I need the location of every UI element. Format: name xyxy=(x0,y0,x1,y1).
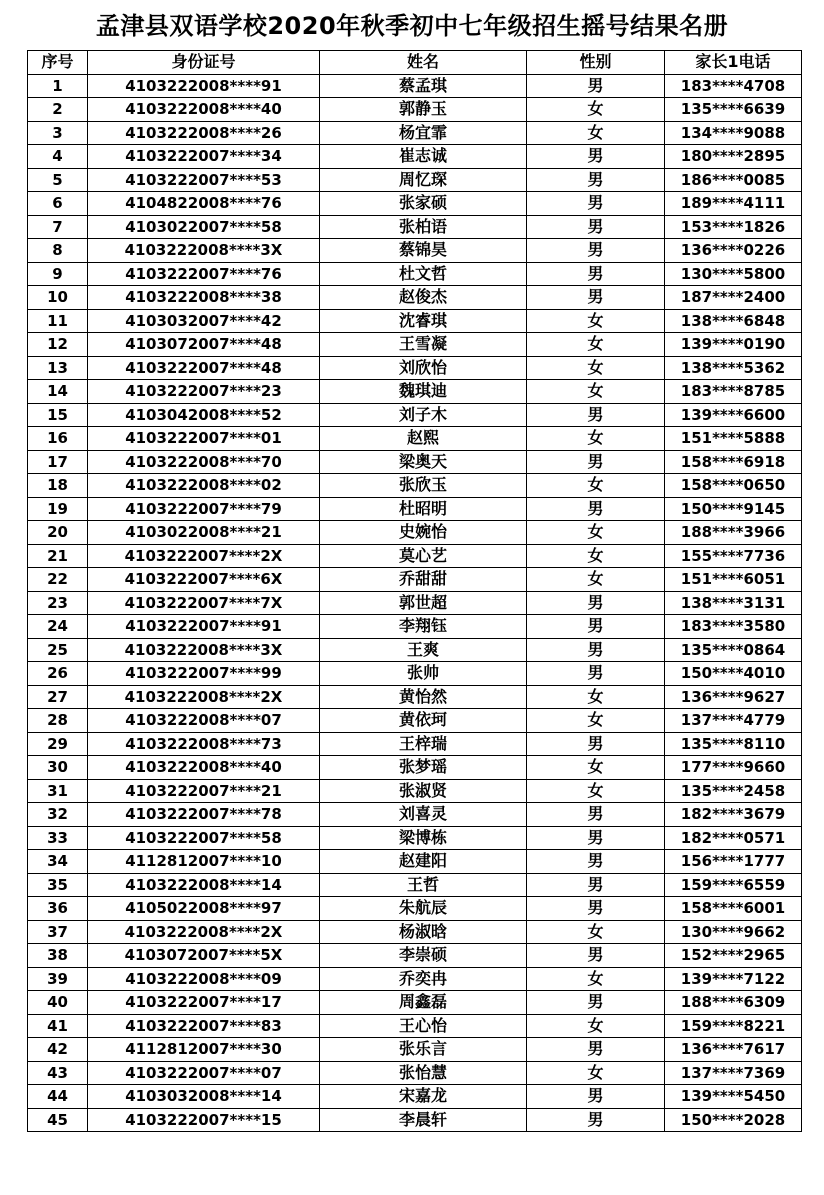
table-row xyxy=(28,192,802,216)
cell-parent-phone: 155****7736 xyxy=(665,544,802,568)
cell-index: 20 xyxy=(28,521,88,545)
cell-gender: 女 xyxy=(527,521,665,545)
cell-id-number: 4103222008****09 xyxy=(88,967,320,991)
cell-index: 29 xyxy=(28,732,88,756)
cell-index: 30 xyxy=(28,756,88,780)
cell-gender: 男 xyxy=(527,403,665,427)
cell-name: 周鑫磊 xyxy=(320,991,527,1015)
cell-name: 杨淑晗 xyxy=(320,920,527,944)
cell-id-number: 4103222008****40 xyxy=(88,98,320,122)
cell-gender: 女 xyxy=(527,474,665,498)
cell-name: 崔志诚 xyxy=(320,145,527,169)
cell-id-number: 4103222007****2X xyxy=(88,544,320,568)
cell-index: 27 xyxy=(28,685,88,709)
cell-name: 王梓瑞 xyxy=(320,732,527,756)
cell-gender: 男 xyxy=(527,168,665,192)
cell-parent-phone: 136****9627 xyxy=(665,685,802,709)
cell-name: 杜昭明 xyxy=(320,497,527,521)
cell-index: 1 xyxy=(28,74,88,98)
cell-name: 宋嘉龙 xyxy=(320,1085,527,1109)
table-row xyxy=(28,427,802,451)
cell-index: 18 xyxy=(28,474,88,498)
table-row xyxy=(28,356,802,380)
cell-name: 杨宜霏 xyxy=(320,121,527,145)
cell-id-number: 4103222007****79 xyxy=(88,497,320,521)
cell-id-number: 4103222007****34 xyxy=(88,145,320,169)
cell-index: 7 xyxy=(28,215,88,239)
cell-name: 郭世超 xyxy=(320,591,527,615)
table-row xyxy=(28,1085,802,1109)
cell-parent-phone: 159****8221 xyxy=(665,1014,802,1038)
cell-name: 史婉怡 xyxy=(320,521,527,545)
table-row xyxy=(28,638,802,662)
cell-gender: 男 xyxy=(527,615,665,639)
table-row xyxy=(28,615,802,639)
table-row xyxy=(28,1061,802,1085)
cell-gender: 男 xyxy=(527,991,665,1015)
cell-gender: 男 xyxy=(527,897,665,921)
cell-gender: 女 xyxy=(527,121,665,145)
cell-parent-phone: 189****4111 xyxy=(665,192,802,216)
cell-id-number: 4103222007****76 xyxy=(88,262,320,286)
cell-gender: 女 xyxy=(527,333,665,357)
cell-gender: 女 xyxy=(527,356,665,380)
table-row xyxy=(28,779,802,803)
cell-name: 李晨轩 xyxy=(320,1108,527,1132)
cell-id-number: 4105022008****97 xyxy=(88,897,320,921)
cell-index: 6 xyxy=(28,192,88,216)
cell-name: 周忆琛 xyxy=(320,168,527,192)
cell-gender: 男 xyxy=(527,662,665,686)
cell-gender: 男 xyxy=(527,1108,665,1132)
cell-id-number: 4103222008****07 xyxy=(88,709,320,733)
table-row xyxy=(28,215,802,239)
cell-parent-phone: 139****7122 xyxy=(665,967,802,991)
table-header-row xyxy=(28,51,802,75)
cell-index: 17 xyxy=(28,450,88,474)
cell-id-number: 4103222007****6X xyxy=(88,568,320,592)
cell-name: 刘子木 xyxy=(320,403,527,427)
cell-parent-phone: 134****9088 xyxy=(665,121,802,145)
cell-parent-phone: 150****4010 xyxy=(665,662,802,686)
cell-id-number: 4103222007****01 xyxy=(88,427,320,451)
table-row xyxy=(28,591,802,615)
table-row xyxy=(28,333,802,357)
header-index: 序号 xyxy=(28,51,88,75)
table-row xyxy=(28,121,802,145)
cell-parent-phone: 150****9145 xyxy=(665,497,802,521)
table-row xyxy=(28,756,802,780)
cell-id-number: 4103222007****99 xyxy=(88,662,320,686)
header-parent-phone: 家长1电话 xyxy=(665,51,802,75)
cell-gender: 男 xyxy=(527,732,665,756)
cell-name: 张帅 xyxy=(320,662,527,686)
cell-id-number: 4103222007****17 xyxy=(88,991,320,1015)
cell-index: 9 xyxy=(28,262,88,286)
cell-name: 魏琪迪 xyxy=(320,380,527,404)
table-row xyxy=(28,74,802,98)
cell-parent-phone: 137****4779 xyxy=(665,709,802,733)
table-row xyxy=(28,403,802,427)
cell-parent-phone: 151****5888 xyxy=(665,427,802,451)
cell-name: 张梦瑶 xyxy=(320,756,527,780)
cell-index: 45 xyxy=(28,1108,88,1132)
cell-id-number: 4103222007****48 xyxy=(88,356,320,380)
cell-index: 33 xyxy=(28,826,88,850)
table-row xyxy=(28,262,802,286)
cell-parent-phone: 150****2028 xyxy=(665,1108,802,1132)
cell-index: 24 xyxy=(28,615,88,639)
cell-gender: 男 xyxy=(527,74,665,98)
cell-name: 张淑贤 xyxy=(320,779,527,803)
cell-gender: 女 xyxy=(527,544,665,568)
cell-gender: 女 xyxy=(527,1061,665,1085)
cell-id-number: 4103222007****78 xyxy=(88,803,320,827)
cell-index: 16 xyxy=(28,427,88,451)
cell-index: 26 xyxy=(28,662,88,686)
cell-gender: 女 xyxy=(527,756,665,780)
cell-gender: 女 xyxy=(527,779,665,803)
cell-id-number: 4112812007****10 xyxy=(88,850,320,874)
table-row xyxy=(28,732,802,756)
cell-parent-phone: 156****1777 xyxy=(665,850,802,874)
cell-id-number: 4103222008****3X xyxy=(88,239,320,263)
cell-parent-phone: 151****6051 xyxy=(665,568,802,592)
table-row xyxy=(28,826,802,850)
table-row xyxy=(28,239,802,263)
cell-id-number: 4112812007****30 xyxy=(88,1038,320,1062)
cell-parent-phone: 138****6848 xyxy=(665,309,802,333)
cell-id-number: 4103222008****38 xyxy=(88,286,320,310)
cell-gender: 男 xyxy=(527,1085,665,1109)
cell-gender: 女 xyxy=(527,1014,665,1038)
cell-index: 15 xyxy=(28,403,88,427)
cell-name: 李翔钰 xyxy=(320,615,527,639)
cell-index: 42 xyxy=(28,1038,88,1062)
cell-parent-phone: 136****0226 xyxy=(665,239,802,263)
cell-index: 35 xyxy=(28,873,88,897)
table-row xyxy=(28,967,802,991)
cell-name: 梁奥天 xyxy=(320,450,527,474)
cell-parent-phone: 139****5450 xyxy=(665,1085,802,1109)
cell-index: 5 xyxy=(28,168,88,192)
cell-parent-phone: 159****6559 xyxy=(665,873,802,897)
cell-parent-phone: 136****7617 xyxy=(665,1038,802,1062)
cell-index: 34 xyxy=(28,850,88,874)
cell-parent-phone: 182****3679 xyxy=(665,803,802,827)
table-row xyxy=(28,145,802,169)
cell-id-number: 4103222008****70 xyxy=(88,450,320,474)
cell-parent-phone: 135****6639 xyxy=(665,98,802,122)
cell-name: 赵俊杰 xyxy=(320,286,527,310)
table-row xyxy=(28,168,802,192)
table-row xyxy=(28,497,802,521)
cell-parent-phone: 158****0650 xyxy=(665,474,802,498)
cell-name: 梁博栋 xyxy=(320,826,527,850)
cell-index: 14 xyxy=(28,380,88,404)
cell-gender: 女 xyxy=(527,568,665,592)
cell-gender: 男 xyxy=(527,944,665,968)
table-row xyxy=(28,991,802,1015)
cell-index: 4 xyxy=(28,145,88,169)
table-row xyxy=(28,1038,802,1062)
cell-id-number: 4103222008****91 xyxy=(88,74,320,98)
cell-index: 13 xyxy=(28,356,88,380)
cell-id-number: 4103032008****14 xyxy=(88,1085,320,1109)
table-row xyxy=(28,474,802,498)
cell-name: 赵熙 xyxy=(320,427,527,451)
cell-index: 11 xyxy=(28,309,88,333)
table-row xyxy=(28,685,802,709)
cell-gender: 男 xyxy=(527,638,665,662)
cell-gender: 女 xyxy=(527,427,665,451)
cell-parent-phone: 135****2458 xyxy=(665,779,802,803)
cell-name: 莫心艺 xyxy=(320,544,527,568)
cell-index: 22 xyxy=(28,568,88,592)
cell-gender: 女 xyxy=(527,709,665,733)
cell-name: 王雪凝 xyxy=(320,333,527,357)
enrollment-table xyxy=(27,50,802,1132)
cell-id-number: 4103032007****42 xyxy=(88,309,320,333)
cell-id-number: 4104822008****76 xyxy=(88,192,320,216)
cell-index: 37 xyxy=(28,920,88,944)
table-row xyxy=(28,568,802,592)
cell-name: 王心怡 xyxy=(320,1014,527,1038)
cell-gender: 男 xyxy=(527,262,665,286)
table-row xyxy=(28,380,802,404)
table-row xyxy=(28,662,802,686)
cell-parent-phone: 183****4708 xyxy=(665,74,802,98)
cell-id-number: 4103022007****58 xyxy=(88,215,320,239)
cell-parent-phone: 158****6918 xyxy=(665,450,802,474)
cell-parent-phone: 158****6001 xyxy=(665,897,802,921)
cell-index: 38 xyxy=(28,944,88,968)
table-row xyxy=(28,873,802,897)
cell-gender: 女 xyxy=(527,967,665,991)
cell-parent-phone: 183****3580 xyxy=(665,615,802,639)
table-row xyxy=(28,544,802,568)
cell-id-number: 4103222007****23 xyxy=(88,380,320,404)
cell-gender: 男 xyxy=(527,826,665,850)
cell-parent-phone: 187****2400 xyxy=(665,286,802,310)
cell-index: 23 xyxy=(28,591,88,615)
cell-name: 张怡慧 xyxy=(320,1061,527,1085)
cell-name: 蔡锦昊 xyxy=(320,239,527,263)
cell-name: 蔡孟琪 xyxy=(320,74,527,98)
cell-parent-phone: 135****0864 xyxy=(665,638,802,662)
cell-parent-phone: 186****0085 xyxy=(665,168,802,192)
cell-name: 黄怡然 xyxy=(320,685,527,709)
cell-name: 张乐言 xyxy=(320,1038,527,1062)
cell-id-number: 4103222007****7X xyxy=(88,591,320,615)
cell-gender: 男 xyxy=(527,192,665,216)
cell-index: 43 xyxy=(28,1061,88,1085)
cell-id-number: 4103022008****21 xyxy=(88,521,320,545)
cell-parent-phone: 138****3131 xyxy=(665,591,802,615)
cell-parent-phone: 130****5800 xyxy=(665,262,802,286)
cell-gender: 男 xyxy=(527,1038,665,1062)
cell-name: 沈睿琪 xyxy=(320,309,527,333)
cell-gender: 女 xyxy=(527,920,665,944)
cell-name: 李崇硕 xyxy=(320,944,527,968)
cell-id-number: 4103222007****21 xyxy=(88,779,320,803)
cell-name: 王爽 xyxy=(320,638,527,662)
cell-index: 39 xyxy=(28,967,88,991)
table-row xyxy=(28,850,802,874)
cell-id-number: 4103072007****5X xyxy=(88,944,320,968)
table-row xyxy=(28,450,802,474)
cell-index: 28 xyxy=(28,709,88,733)
cell-gender: 男 xyxy=(527,145,665,169)
cell-index: 36 xyxy=(28,897,88,921)
cell-id-number: 4103222008****2X xyxy=(88,685,320,709)
cell-index: 40 xyxy=(28,991,88,1015)
cell-name: 乔奕冉 xyxy=(320,967,527,991)
table-row xyxy=(28,897,802,921)
cell-name: 刘欣怡 xyxy=(320,356,527,380)
table-row xyxy=(28,1108,802,1132)
cell-parent-phone: 188****3966 xyxy=(665,521,802,545)
cell-name: 张柏语 xyxy=(320,215,527,239)
table-row xyxy=(28,309,802,333)
cell-index: 2 xyxy=(28,98,88,122)
cell-parent-phone: 135****8110 xyxy=(665,732,802,756)
cell-id-number: 4103222007****07 xyxy=(88,1061,320,1085)
cell-id-number: 4103072007****48 xyxy=(88,333,320,357)
cell-parent-phone: 152****2965 xyxy=(665,944,802,968)
header-name: 姓名 xyxy=(320,51,527,75)
cell-id-number: 4103222008****14 xyxy=(88,873,320,897)
cell-gender: 男 xyxy=(527,850,665,874)
cell-gender: 女 xyxy=(527,309,665,333)
cell-parent-phone: 153****1826 xyxy=(665,215,802,239)
cell-name: 朱航辰 xyxy=(320,897,527,921)
cell-index: 8 xyxy=(28,239,88,263)
table-row xyxy=(28,803,802,827)
cell-id-number: 4103222007****83 xyxy=(88,1014,320,1038)
cell-index: 19 xyxy=(28,497,88,521)
cell-parent-phone: 188****6309 xyxy=(665,991,802,1015)
cell-id-number: 4103222008****40 xyxy=(88,756,320,780)
cell-gender: 女 xyxy=(527,98,665,122)
cell-gender: 男 xyxy=(527,239,665,263)
cell-index: 12 xyxy=(28,333,88,357)
table-row xyxy=(28,709,802,733)
cell-id-number: 4103222007****91 xyxy=(88,615,320,639)
cell-index: 3 xyxy=(28,121,88,145)
cell-id-number: 4103222008****73 xyxy=(88,732,320,756)
header-id-number: 身份证号 xyxy=(88,51,320,75)
cell-name: 王哲 xyxy=(320,873,527,897)
document-title: 孟津县双语学校2020年秋季初中七年级招生摇号结果名册 xyxy=(95,12,729,40)
cell-id-number: 4103222007****15 xyxy=(88,1108,320,1132)
cell-id-number: 4103222008****2X xyxy=(88,920,320,944)
cell-parent-phone: 139****6600 xyxy=(665,403,802,427)
cell-name: 刘喜灵 xyxy=(320,803,527,827)
cell-gender: 男 xyxy=(527,286,665,310)
cell-index: 44 xyxy=(28,1085,88,1109)
cell-name: 张家硕 xyxy=(320,192,527,216)
cell-parent-phone: 139****0190 xyxy=(665,333,802,357)
table-row xyxy=(28,98,802,122)
cell-index: 41 xyxy=(28,1014,88,1038)
cell-parent-phone: 183****8785 xyxy=(665,380,802,404)
cell-id-number: 4103222007****53 xyxy=(88,168,320,192)
cell-parent-phone: 182****0571 xyxy=(665,826,802,850)
cell-name: 黄依珂 xyxy=(320,709,527,733)
cell-parent-phone: 130****9662 xyxy=(665,920,802,944)
table-row xyxy=(28,286,802,310)
cell-name: 赵建阳 xyxy=(320,850,527,874)
cell-parent-phone: 138****5362 xyxy=(665,356,802,380)
cell-index: 10 xyxy=(28,286,88,310)
cell-gender: 女 xyxy=(527,380,665,404)
cell-name: 郭静玉 xyxy=(320,98,527,122)
cell-name: 杜文哲 xyxy=(320,262,527,286)
cell-index: 31 xyxy=(28,779,88,803)
cell-gender: 男 xyxy=(527,215,665,239)
cell-index: 21 xyxy=(28,544,88,568)
cell-name: 乔甜甜 xyxy=(320,568,527,592)
cell-index: 32 xyxy=(28,803,88,827)
cell-index: 25 xyxy=(28,638,88,662)
cell-gender: 男 xyxy=(527,497,665,521)
cell-gender: 男 xyxy=(527,591,665,615)
cell-parent-phone: 177****9660 xyxy=(665,756,802,780)
cell-gender: 男 xyxy=(527,803,665,827)
cell-id-number: 4103222008****3X xyxy=(88,638,320,662)
cell-id-number: 4103222008****26 xyxy=(88,121,320,145)
cell-gender: 男 xyxy=(527,450,665,474)
table-row xyxy=(28,1014,802,1038)
header-gender: 性别 xyxy=(527,51,665,75)
table-row xyxy=(28,944,802,968)
cell-name: 张欣玉 xyxy=(320,474,527,498)
table-body xyxy=(28,74,802,1132)
cell-id-number: 4103222008****02 xyxy=(88,474,320,498)
cell-gender: 男 xyxy=(527,873,665,897)
table-row xyxy=(28,521,802,545)
cell-id-number: 4103042008****52 xyxy=(88,403,320,427)
cell-id-number: 4103222007****58 xyxy=(88,826,320,850)
cell-gender: 女 xyxy=(527,685,665,709)
cell-parent-phone: 137****7369 xyxy=(665,1061,802,1085)
cell-parent-phone: 180****2895 xyxy=(665,145,802,169)
table-row xyxy=(28,920,802,944)
